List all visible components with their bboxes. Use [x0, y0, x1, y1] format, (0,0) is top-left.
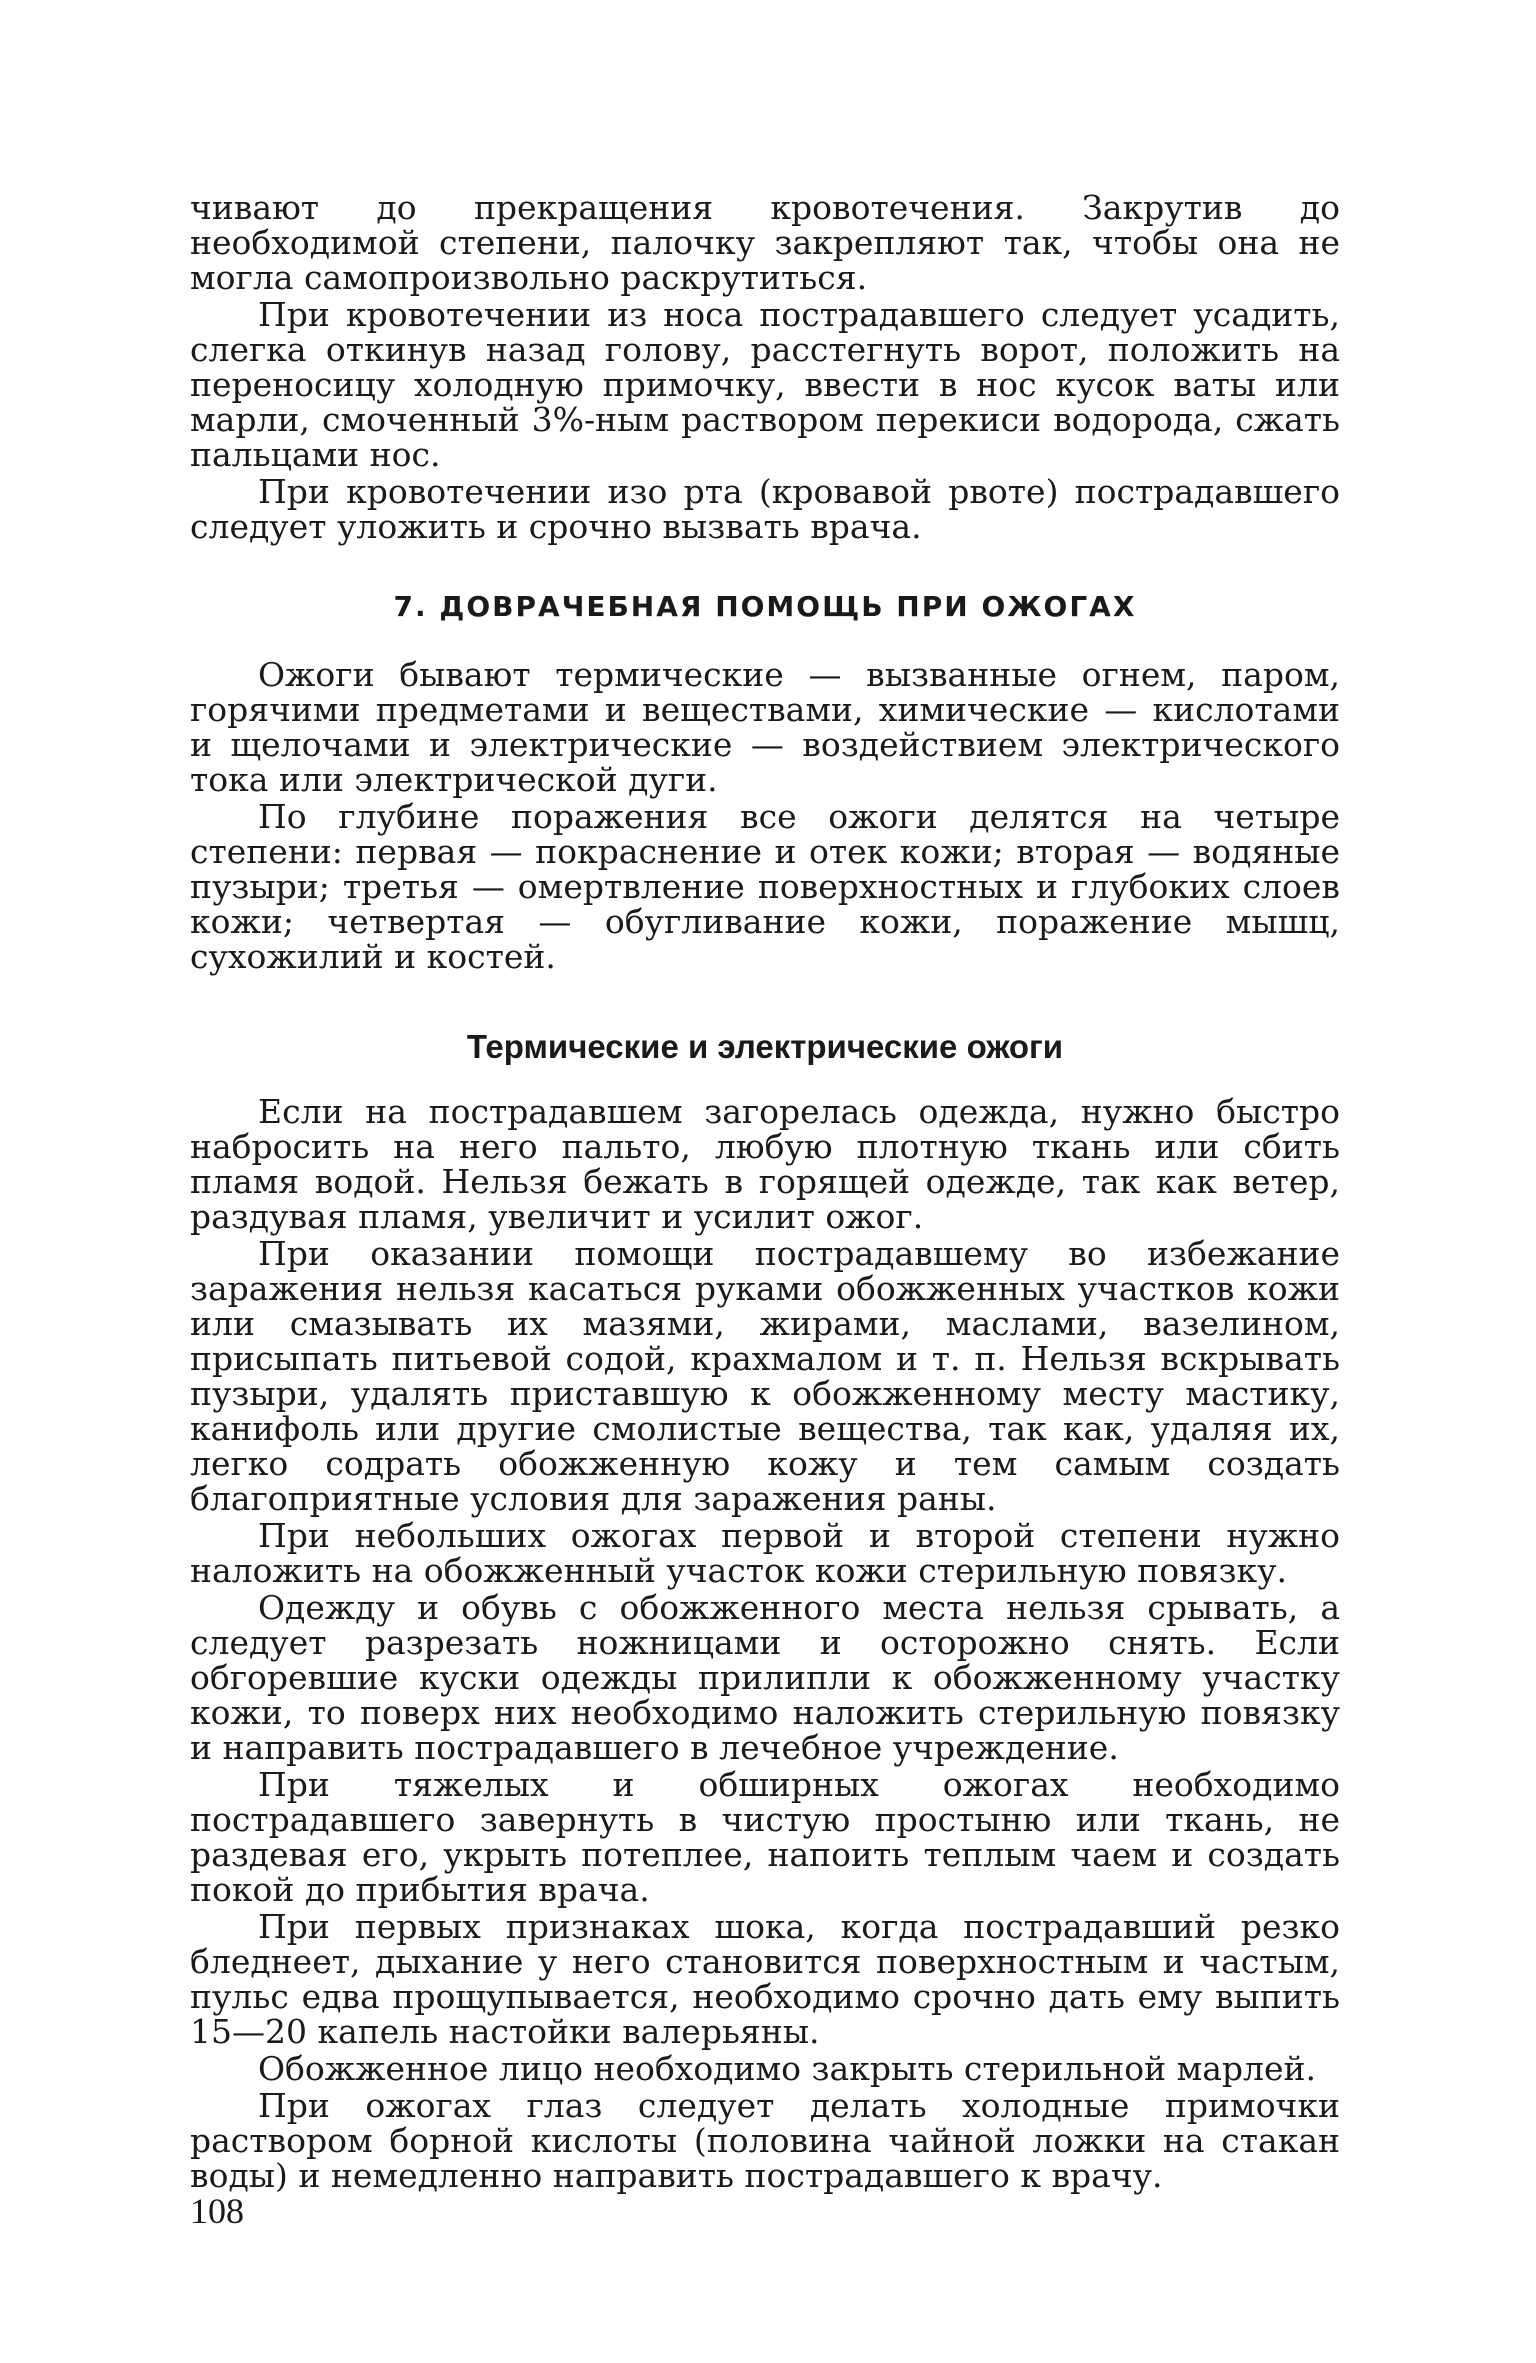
- page-content: [190, 190, 1340, 2195]
- subsection-title: Термические и электрические ожоги: [466, 1028, 1064, 1065]
- page-number: 108: [190, 2191, 244, 2231]
- paragraph: При ожогах глаз следует делать холодные примочки раствором борной кислоты (половина чайной ложки на стакан воды) и немедленно направить пострадавшего к врачу.: [190, 2086, 1340, 2195]
- paragraph: чивают до прекращения кровотечения. Закрутив до необходимой степени, палочку закрепляют так, чтобы она не могла самопроизвольно раскрутиться.: [190, 188, 1340, 297]
- paragraph: При небольших ожогах первой и второй степени нужно наложить на обожженный участок кожи стерильную повязку.: [190, 1516, 1340, 1590]
- paragraph: Если на пострадавшем загорелась одежда, нужно быстро набросить на него пальто, любую плотную ткань или сбить пламя водой. Нельзя бежать в горящей одежде, так как ветер, раздувая пламя, увеличит и усилит ожог.: [190, 1092, 1340, 1236]
- paragraph: По глубине поражения все ожоги делятся на четыре степени: первая — покраснение и отек кожи; вторая — водяные пузыри; третья — омертвление поверхностных и глубоких слоев кожи; четвертая — обугливание кожи, поражение мышц, сухожилий и костей.: [190, 797, 1340, 976]
- section-title: 7. ДОВРАЧЕБНАЯ ПОМОЩЬ ПРИ ОЖОГАХ: [393, 590, 1137, 623]
- paragraph: При первых признаках шока, когда пострадавший резко бледнеет, дыхание у него становится поверхностным и частым, пульс едва прощупывается, необходимо срочно дать ему выпить 15—20 капель настойки валерьяны.: [190, 1907, 1340, 2051]
- paragraph: При кровотечении изо рта (кровавой рвоте) пострадавшего следует уложить и срочно вызвать врача.: [190, 472, 1340, 546]
- paragraph: Обожженное лицо необходимо закрыть стерильной марлей.: [258, 2049, 1317, 2088]
- paragraph: Одежду и обувь с обожженного места нельзя срывать, а следует разрезать ножницами и осторожно снять. Если обгоревшие куски одежды прилипли к обожженному участку кожи, то поверх них необходимо наложить стерильную повязку и направить пострадавшего в лечебное учреждение.: [190, 1588, 1340, 1767]
- paragraph: При тяжелых и обширных ожогах необходимо пострадавшего завернуть в чистую простыню или ткань, не раздевая его, укрыть потеплее, напоить теплым чаем и создать покой до прибытия врача.: [190, 1765, 1340, 1909]
- paragraph: При оказании помощи пострадавшему во избежание заражения нельзя касаться руками обожженных участков кожи или смазывать их мазями, жирами, маслами, вазелином, присыпать питьевой содой, крахмалом и т. п. Нельзя вскрывать пузыри, удалять приставшую к обожженному месту мастику, канифоль или другие смолистые вещества, так как, удаляя их, легко содрать обожженную кожу и тем самым создать благоприятные условия для заражения раны.: [190, 1234, 1340, 1518]
- paragraph: При кровотечении из носа пострадавшего следует усадить, слегка откинув назад голову, расстегнуть ворот, положить на переносицу холодную примочку, ввести в нос кусок ваты или марли, смоченный 3%-ным раствором перекиси водорода, сжать пальцами нос.: [190, 295, 1340, 474]
- paragraph: Ожоги бывают термические — вызванные огнем, паром, горячими предметами и веществами, химические — кислотами и щелочами и электрические — воздействием электрического тока или электрической дуги.: [190, 655, 1340, 799]
